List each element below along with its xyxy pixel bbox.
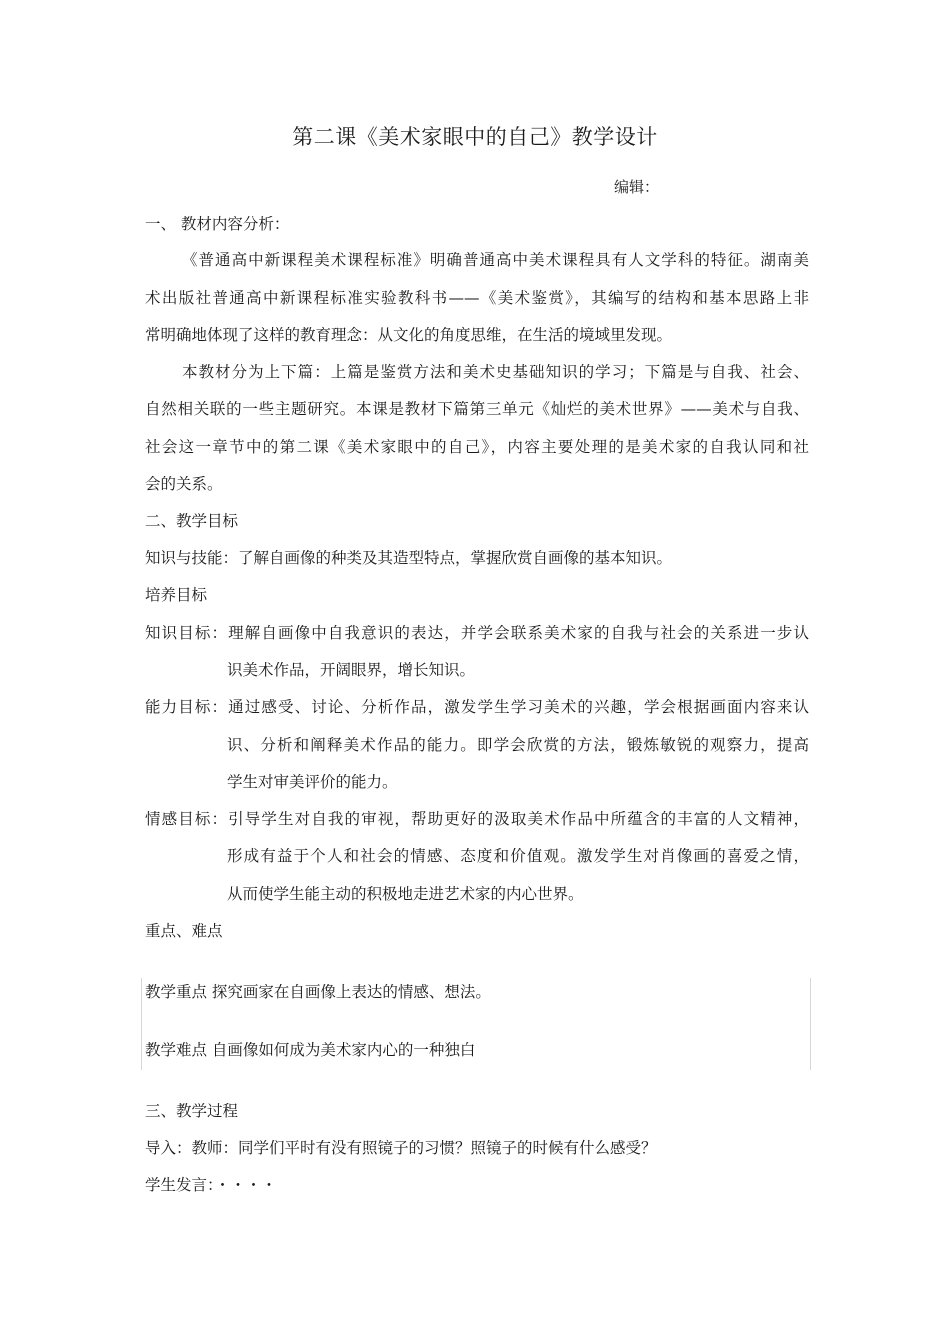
emotion-goal-line: 从而使学生能主动的积极地走进艺术家的内心世界。 bbox=[227, 885, 584, 903]
emotion-goal-line: 情感目标：引导学生对自我的审视，帮助更好的汲取美术作品中所蕴含的丰富的人文精神， bbox=[145, 810, 809, 828]
ability-goal-line: 识、分析和阐释美术作品的能力。即学会欣赏的方法，锻炼敏锐的观察力，提高 bbox=[227, 736, 809, 754]
section2-heading: 二、教学目标 bbox=[145, 512, 239, 530]
intro-text: 导入：教师：同学们平时有没有照镜子的习惯？照镜子的时候有什么感受？ bbox=[145, 1139, 657, 1157]
student-speech-text: 学生发言：・・・・ bbox=[145, 1176, 277, 1194]
key-point-row: 教学重点 探究画家在自画像上表达的情感、想法。 bbox=[145, 983, 491, 1001]
paragraph1-line: 《普通高中新课程美术课程标准》明确普通高中美术课程具有人文学科的特征。湖南美 bbox=[182, 251, 809, 269]
knowledge-goal-line: 识美术作品，开阔眼界，增长知识。 bbox=[227, 661, 476, 679]
paragraph1-line: 常明确地体现了这样的教育理念：从文化的角度思维，在生活的境域里发现。 bbox=[145, 326, 673, 344]
knowledge-goal-line: 知识目标：理解自画像中自我意识的表达，并学会联系美术家的自我与社会的关系进一步认 bbox=[145, 624, 809, 642]
knowledge-skill-text: 知识与技能：了解自画像的种类及其造型特点，掌握欣赏自画像的基本知识。 bbox=[145, 549, 673, 567]
page-title: 第二课《美术家眼中的自己》教学设计 bbox=[292, 125, 658, 149]
cultivate-heading: 培养目标 bbox=[145, 586, 208, 604]
ability-goal-line: 能力目标：通过感受、讨论、分析作品，激发学生学习美术的兴趣，学会根据画面内容来认 bbox=[145, 698, 809, 716]
emotion-goal-line: 形成有益于个人和社会的情感、态度和价值观。激发学生对肖像画的喜爱之情， bbox=[227, 847, 809, 865]
paragraph2-line: 社会这一章节中的第二课《美术家眼中的自己》，内容主要处理的是美术家的自我认同和社 bbox=[145, 438, 809, 456]
section3-heading: 三、教学过程 bbox=[145, 1102, 239, 1120]
key-difficult-heading: 重点、难点 bbox=[145, 922, 223, 940]
paragraph2-line: 会的关系。 bbox=[145, 475, 223, 493]
editor-label: 编辑： bbox=[614, 178, 660, 196]
paragraph2-line: 本教材分为上下篇：上篇是鉴赏方法和美术史基础知识的学习；下篇是与自我、社会、 bbox=[182, 363, 809, 381]
ability-goal-line: 学生对审美评价的能力。 bbox=[227, 773, 398, 791]
paragraph1-line: 术出版社普通高中新课程标准实验教科书——《美术鉴赏》，其编写的结构和基本思路上非 bbox=[145, 289, 809, 307]
section1-heading: 一、 教材内容分析： bbox=[145, 215, 290, 233]
difficult-point-row: 教学难点 自画像如何成为美术家内心的一种独白 bbox=[145, 1041, 476, 1059]
paragraph2-line: 自然相关联的一些主题研究。本课是教材下篇第三单元《灿烂的美术世界》——美术与自我、 bbox=[145, 400, 809, 418]
